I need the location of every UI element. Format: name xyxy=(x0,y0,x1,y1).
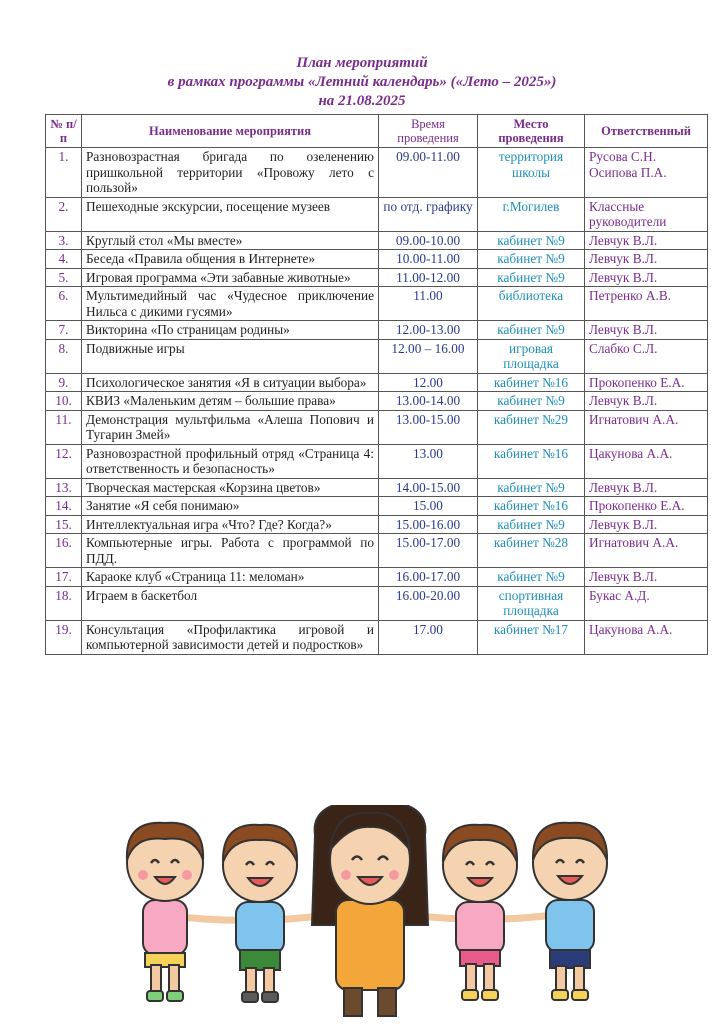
header-place: Место проведения xyxy=(478,115,585,148)
table-body xyxy=(46,148,708,655)
event-place: кабинет №9 xyxy=(478,321,585,340)
event-time: 16.00-20.00 xyxy=(379,586,478,620)
event-time: 13.00 xyxy=(379,444,478,478)
table-row xyxy=(46,534,708,568)
table-row xyxy=(46,568,708,587)
event-name: Разновозрастной профильный отряд «Страница 4: ответственность и безопасность» xyxy=(82,444,379,478)
row-number: 7. xyxy=(46,321,82,340)
event-place: кабинет №9 xyxy=(478,568,585,587)
table-row xyxy=(46,478,708,497)
header-num: № п/п xyxy=(46,115,82,148)
header-name: Наименование мероприятия xyxy=(82,115,379,148)
event-responsible: Левчук В.Л. xyxy=(585,268,708,287)
table-row xyxy=(46,392,708,411)
event-place: кабинет №9 xyxy=(478,515,585,534)
table-row xyxy=(46,250,708,269)
row-number: 2. xyxy=(46,197,82,231)
row-number: 17. xyxy=(46,568,82,587)
event-time: 17.00 xyxy=(379,620,478,654)
row-number: 14. xyxy=(46,497,82,516)
document-title xyxy=(0,54,724,111)
child-figure xyxy=(223,825,297,1002)
table-row xyxy=(46,339,708,373)
event-responsible: Левчук В.Л. xyxy=(585,515,708,534)
table-row xyxy=(46,444,708,478)
events-table xyxy=(45,114,708,655)
event-place: г.Могилев xyxy=(478,197,585,231)
event-place: кабинет №16 xyxy=(478,373,585,392)
event-responsible: Русова С.Н. Осипова П.А. xyxy=(585,148,708,198)
event-name: Творческая мастерская «Корзина цветов» xyxy=(82,478,379,497)
event-place: кабинет №9 xyxy=(478,392,585,411)
table-row xyxy=(46,231,708,250)
event-place: кабинет №29 xyxy=(478,410,585,444)
event-responsible: Слабко С.Л. xyxy=(585,339,708,373)
event-place: игровая площадка xyxy=(478,339,585,373)
event-name: Интеллектуальная игра «Что? Где? Когда?» xyxy=(82,515,379,534)
row-number: 12. xyxy=(46,444,82,478)
table-header-row xyxy=(46,115,708,148)
table-row xyxy=(46,515,708,534)
children-holding-hands-illustration xyxy=(110,805,630,1020)
event-name: Играем в баскетбол xyxy=(82,586,379,620)
row-number: 6. xyxy=(46,287,82,321)
teacher-figure xyxy=(312,805,428,1016)
event-place: кабинет №9 xyxy=(478,250,585,269)
event-place: кабинет №9 xyxy=(478,478,585,497)
event-place: спортивная площадка xyxy=(478,586,585,620)
event-time: 12.00 – 16.00 xyxy=(379,339,478,373)
event-name: Разновозрастная бригада по озеленению пришкольной территории «Провожу лето с пользой» xyxy=(82,148,379,198)
event-place: кабинет №17 xyxy=(478,620,585,654)
event-place: кабинет №9 xyxy=(478,268,585,287)
event-place: территория школы xyxy=(478,148,585,198)
title-line-2: в рамках программы «Летний календарь» («Лето – 2025») xyxy=(167,74,557,90)
event-responsible: Игнатович А.А. xyxy=(585,534,708,568)
event-name: Пешеходные экскурсии, посещение музеев xyxy=(82,197,379,231)
event-time: 11.00 xyxy=(379,287,478,321)
table-row xyxy=(46,268,708,287)
event-responsible: Прокопенко Е.А. xyxy=(585,373,708,392)
event-name: Круглый стол «Мы вместе» xyxy=(82,231,379,250)
event-name: Демонстрация мультфильма «Алеша Попович и Тугарин Змей» xyxy=(82,410,379,444)
event-time: 14.00-15.00 xyxy=(379,478,478,497)
event-name: Занятие «Я себя понимаю» xyxy=(82,497,379,516)
row-number: 18. xyxy=(46,586,82,620)
table-row xyxy=(46,321,708,340)
header-time: Время проведения xyxy=(379,115,478,148)
event-responsible: Букас А.Д. xyxy=(585,586,708,620)
row-number: 9. xyxy=(46,373,82,392)
event-responsible: Левчук В.Л. xyxy=(585,250,708,269)
row-number: 13. xyxy=(46,478,82,497)
row-number: 16. xyxy=(46,534,82,568)
event-responsible: Цакунова А.А. xyxy=(585,444,708,478)
event-name: Подвижные игры xyxy=(82,339,379,373)
event-time: 15.00-16.00 xyxy=(379,515,478,534)
event-name: Караоке клуб «Страница 11: меломан» xyxy=(82,568,379,587)
table-row xyxy=(46,586,708,620)
table-row xyxy=(46,620,708,654)
event-responsible: Цакунова А.А. xyxy=(585,620,708,654)
row-number: 4. xyxy=(46,250,82,269)
event-responsible: Классные руководители xyxy=(585,197,708,231)
event-responsible: Левчук В.Л. xyxy=(585,478,708,497)
table-row xyxy=(46,373,708,392)
event-place: библиотека xyxy=(478,287,585,321)
event-time: 09.00-11.00 xyxy=(379,148,478,198)
event-name: Игровая программа «Эти забавные животные» xyxy=(82,268,379,287)
row-number: 1. xyxy=(46,148,82,198)
event-name: Психологическое занятия «Я в ситуации выбора» xyxy=(82,373,379,392)
event-time: 15.00-17.00 xyxy=(379,534,478,568)
event-time: 12.00-13.00 xyxy=(379,321,478,340)
row-number: 11. xyxy=(46,410,82,444)
event-time: 11.00-12.00 xyxy=(379,268,478,287)
event-responsible: Левчук В.Л. xyxy=(585,321,708,340)
table-row xyxy=(46,287,708,321)
event-time: 13.00-14.00 xyxy=(379,392,478,411)
event-responsible: Левчук В.Л. xyxy=(585,392,708,411)
event-name: Беседа «Правила общения в Интернете» xyxy=(82,250,379,269)
header-responsible: Ответственный xyxy=(585,115,708,148)
row-number: 3. xyxy=(46,231,82,250)
table-row xyxy=(46,148,708,198)
child-figure xyxy=(533,823,607,1000)
event-time: 16.00-17.00 xyxy=(379,568,478,587)
event-responsible: Левчук В.Л. xyxy=(585,568,708,587)
event-time: 13.00-15.00 xyxy=(379,410,478,444)
event-responsible: Игнатович А.А. xyxy=(585,410,708,444)
event-name: Викторина «По страницам родины» xyxy=(82,321,379,340)
title-line-3: на 21.08.2025 xyxy=(318,93,406,109)
event-time: 10.00-11.00 xyxy=(379,250,478,269)
event-place: кабинет №28 xyxy=(478,534,585,568)
table-row xyxy=(46,197,708,231)
event-responsible: Левчук В.Л. xyxy=(585,231,708,250)
row-number: 5. xyxy=(46,268,82,287)
event-name: КВИЗ «Маленьким детям – большие права» xyxy=(82,392,379,411)
event-time: 09.00-10.00 xyxy=(379,231,478,250)
row-number: 19. xyxy=(46,620,82,654)
child-figure xyxy=(443,825,517,1000)
event-responsible: Петренко А.В. xyxy=(585,287,708,321)
event-time: по отд. графику xyxy=(379,197,478,231)
event-time: 12.00 xyxy=(379,373,478,392)
row-number: 8. xyxy=(46,339,82,373)
event-name: Консультация «Профилактика игровой и компьютерной зависимости детей и подростков» xyxy=(82,620,379,654)
event-name: Мультимедийный час «Чудесное приключение Нильса с дикими гусями» xyxy=(82,287,379,321)
event-name: Компьютерные игры. Работа с программой по ПДД. xyxy=(82,534,379,568)
event-place: кабинет №16 xyxy=(478,497,585,516)
row-number: 15. xyxy=(46,515,82,534)
table-row xyxy=(46,497,708,516)
table-row xyxy=(46,410,708,444)
row-number: 10. xyxy=(46,392,82,411)
event-place: кабинет №16 xyxy=(478,444,585,478)
title-line-1: План мероприятий xyxy=(296,55,428,71)
event-responsible: Прокопенко Е.А. xyxy=(585,497,708,516)
event-time: 15.00 xyxy=(379,497,478,516)
child-figure xyxy=(127,823,203,1001)
event-place: кабинет №9 xyxy=(478,231,585,250)
